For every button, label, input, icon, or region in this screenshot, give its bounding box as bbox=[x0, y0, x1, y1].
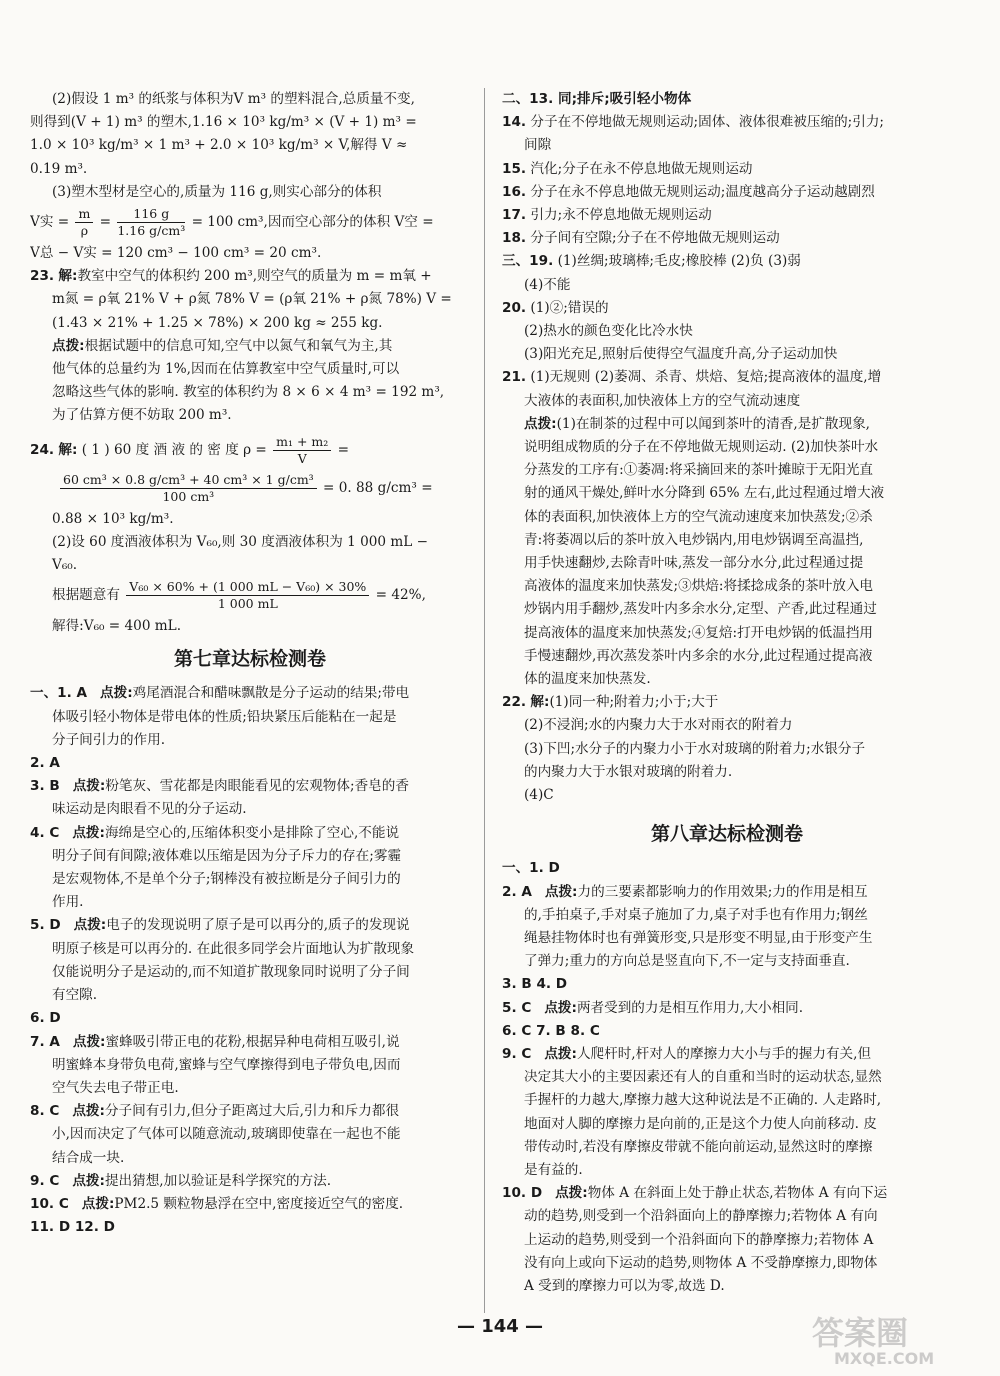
answer-key: 二、13. 同;排斥;吸引轻小物体 bbox=[502, 91, 692, 107]
answer-key: 15. bbox=[502, 160, 527, 177]
formula-part: = 100 cm³,因而空心部分的体积 V空 = bbox=[191, 214, 434, 231]
formula-line bbox=[30, 470, 470, 508]
text-line: 明原子核是可以再分的. 在此很多同学会片面地认为扩散现象 bbox=[52, 940, 415, 957]
answer-item bbox=[30, 1193, 470, 1216]
text-span: 引力;永不停息地做无规则运动 bbox=[530, 207, 712, 224]
text-line: 绳悬挂物体时也有弹簧形变,只是形变不明显,由于形变产生 bbox=[524, 929, 873, 946]
answer-key: 2. A bbox=[30, 755, 60, 772]
answer-key: 一、1. D bbox=[502, 860, 560, 877]
text-span: (1)在制茶的过程中可以闻到茶叶的清香,是扩散现象, bbox=[556, 415, 870, 432]
fraction-numerator: 116 g bbox=[117, 206, 185, 223]
text-span: 蜜蜂吸引带正电的花粉,根据异种电荷相互吸引,说 bbox=[105, 1033, 400, 1050]
text-span: 分子在不停地做无规则运动;固体、液体很难被压缩的;引力; bbox=[530, 114, 885, 131]
text-line: (2)不浸润;水的内聚力大于水对雨衣的附着力 bbox=[524, 717, 793, 734]
chapter-7-title: 第七章达标检测卷 bbox=[173, 648, 326, 671]
watermark-main: 答案圈 bbox=[812, 1314, 909, 1352]
answer-item bbox=[30, 1031, 470, 1054]
solution-label: 解: bbox=[58, 441, 78, 458]
fraction-denominator: 100 cm³ bbox=[162, 488, 215, 504]
answer-item bbox=[502, 181, 952, 204]
answer-key: 6. D bbox=[30, 1010, 61, 1027]
text-line: 没有向上或向下运动的趋势,则物体 A 不受静摩擦力,即物体 bbox=[524, 1254, 878, 1271]
text-span: 提出猜想,加以验证是科学探究的方法. bbox=[104, 1172, 332, 1189]
text-span: 根据题意有 bbox=[52, 587, 120, 604]
answer-item bbox=[502, 1182, 952, 1205]
watermark-logo bbox=[806, 1308, 986, 1370]
answer-item bbox=[30, 822, 470, 845]
answer-key: 7. A bbox=[30, 1033, 60, 1050]
answer-item bbox=[30, 775, 470, 798]
answer-key: 9. C bbox=[502, 1045, 532, 1062]
formula-part: V实 = bbox=[30, 214, 70, 231]
text-line: 分子间引力的作用. bbox=[52, 731, 166, 748]
text-line: (2)假设 1 m³ 的纸浆与体积为V m³ 的塑料混合,总质量不变, bbox=[52, 91, 415, 107]
answer-key: 22. bbox=[502, 694, 527, 711]
text-line: 是有益的. bbox=[524, 1161, 583, 1178]
text-line: 带传动时,若没有摩擦皮带就不能向前运动,显然这时的摩擦 bbox=[524, 1138, 873, 1155]
answer-key: 5. D bbox=[30, 917, 61, 934]
text-line: 0.88 × 10³ kg/m³. bbox=[52, 510, 174, 527]
page-number: — 144 — bbox=[456, 1316, 544, 1337]
text-span: = 42%, bbox=[375, 587, 426, 604]
answer-key: 三、19. bbox=[502, 253, 554, 270]
answer-item bbox=[502, 297, 952, 320]
text-span: 电子的发现说明了原子是可以再分的,质子的发现说 bbox=[106, 917, 410, 934]
text-line: V总 − V实 = 120 cm³ − 100 cm³ = 20 cm³. bbox=[30, 245, 322, 262]
text-line: 体的温度来加快蒸发. bbox=[524, 671, 651, 688]
text-span: (1)丝绸;玻璃棒;毛皮;橡胶棒 (2)负 (3)弱 bbox=[557, 253, 801, 270]
fraction-denominator: 1 000 mL bbox=[217, 596, 278, 612]
fraction-numerator: m bbox=[75, 206, 93, 223]
answer-item bbox=[502, 227, 952, 250]
formula-part: = bbox=[99, 214, 112, 231]
fraction-denominator: V bbox=[297, 450, 307, 466]
text-line: (4)C bbox=[524, 787, 554, 804]
answer-key: 10. C bbox=[30, 1195, 69, 1212]
text-span: 汽化;分子在永不停息地做无规则运动 bbox=[530, 160, 753, 177]
answer-item bbox=[502, 691, 952, 714]
answer-key: 3. B bbox=[30, 778, 60, 795]
tip-label: 点拨: bbox=[72, 778, 106, 795]
text-line: 仅能说明分子是运动的,而不知道扩散现象同时说明了分子间 bbox=[52, 963, 410, 980]
text-line bbox=[502, 413, 952, 436]
text-line: (2)热水的颜色变化比冷水快 bbox=[524, 323, 693, 340]
text-span: 鸡尾酒混合和醋味飘散是分子运动的结果;带电 bbox=[132, 685, 410, 702]
tip-label: 点拨: bbox=[72, 824, 105, 841]
watermark-url: MXQE.COM bbox=[834, 1349, 935, 1368]
text-span: 物体 A 在斜面上处于静止状态,若物体 A 有向下运 bbox=[587, 1185, 888, 1202]
text-line: 动的趋势,则受到一个沿斜面向上的静摩擦力;若物体 A 有向 bbox=[524, 1208, 878, 1225]
text-span: (1)无规则 (2)萎凋、杀青、烘焙、复焙;提高液体的温度,增 bbox=[530, 369, 882, 386]
right-column bbox=[502, 88, 952, 1298]
tip-label: 点拨: bbox=[544, 1045, 577, 1062]
text-line: 地面对人脚的摩擦力是向前的,正是这个力使人向前移动. 皮 bbox=[524, 1115, 877, 1132]
text-line: 射的通风干燥处,鲜叶水分降到 65% 左右,此过程通过增大液 bbox=[524, 485, 885, 502]
fraction-numerator: m₁ + m₂ bbox=[273, 434, 331, 451]
answer-key: 11. D 12. D bbox=[30, 1219, 115, 1236]
fraction bbox=[126, 579, 369, 612]
solution-label: 解: bbox=[58, 268, 78, 285]
text-span: 两者受到的力是相互作用力,大小相同. bbox=[576, 999, 804, 1016]
text-line: 体的表面积,加快液体上方的空气流动速度来加快蒸发;②杀 bbox=[524, 508, 873, 525]
text-line: 青:将萎凋以后的茶叶放入电炒锅内,用电炒锅调至高温挡, bbox=[524, 531, 864, 548]
text-line: 了弹力;重力的方向总是竖直向下,不一定与支持面垂直. bbox=[524, 953, 850, 970]
text-line: (1.43 × 21% + 1.25 × 78%) × 200 kg ≈ 255 kg. bbox=[52, 314, 383, 331]
fraction-denominator: 1.16 g/cm³ bbox=[117, 223, 186, 239]
fraction bbox=[117, 206, 185, 239]
chapter-8-title: 第八章达标检测卷 bbox=[650, 823, 803, 846]
answer-key: 21. bbox=[502, 369, 527, 386]
formula-line bbox=[30, 577, 470, 615]
fraction bbox=[75, 206, 93, 239]
tip-label: 点拨: bbox=[72, 1103, 105, 1120]
text-span: 根据试题中的信息可知,空气中以氮气和氧气为主,其 bbox=[84, 337, 393, 354]
answer-key: 17. bbox=[502, 207, 527, 224]
answer-key: 10. D bbox=[502, 1185, 543, 1202]
text-line: 忽略这些气体的影响. 教室的体积约为 8 × 6 × 4 m³ = 192 m³, bbox=[52, 384, 445, 401]
text-line: 的内聚力大于水银对玻璃的附着力. bbox=[524, 763, 733, 780]
answer-key: 20. bbox=[502, 299, 527, 316]
text-span: 粉笔灰、雪花都是肉眼能看见的宏观物体;香皂的香 bbox=[105, 778, 409, 795]
text-span: 分子间有引力,但分子距离过大后,引力和斥力都很 bbox=[104, 1103, 400, 1120]
text-line: 结合成一块. bbox=[52, 1149, 125, 1166]
text-line: 炒锅内用手翻炒,蒸发叶内多余水分,定型、产香,此过程通过 bbox=[524, 601, 877, 618]
text-line: 解得:V₆₀ = 400 mL. bbox=[52, 618, 182, 635]
answer-key: 9. C bbox=[30, 1172, 60, 1189]
text-line: 的,手拍桌子,手对桌子施加了力,桌子对手也有作用力;钢丝 bbox=[524, 906, 868, 923]
text-line bbox=[30, 335, 470, 358]
text-line: A 受到的摩擦力可以为零,故选 D. bbox=[524, 1277, 725, 1294]
text-line: m氮 = ρ氧 21% V + ρ氮 78% V = (ρ氧 21% + ρ氮 78%) V = bbox=[52, 291, 452, 308]
text-line: 他气体的总量约为 1%,因而在估算教室中空气质量时,可以 bbox=[52, 361, 400, 378]
answer-key: 6. C 7. B 8. C bbox=[502, 1022, 600, 1039]
text-line: 体吸引轻小物体是带电体的性质;铅块紧压后能粘在一起是 bbox=[52, 708, 397, 725]
text-line: (4)不能 bbox=[524, 276, 571, 293]
answer-key: 2. A bbox=[502, 883, 532, 900]
answer-key: 14. bbox=[502, 114, 527, 131]
answer-item bbox=[502, 111, 952, 134]
answer-item bbox=[502, 250, 952, 273]
tip-label: 点拨: bbox=[555, 1185, 588, 1202]
question-24 bbox=[30, 432, 470, 470]
text-line: 上运动的趋势,则受到一个沿斜面向下的静摩擦力;若物体 A bbox=[524, 1231, 874, 1248]
tip-label: 点拨: bbox=[72, 1033, 106, 1050]
text-line: 手握杆的力越大,摩擦力越大这种说法是不正确的. 人走路时, bbox=[524, 1092, 882, 1109]
text-span: 教室中空气的体积约 200 m³,则空气的质量为 m = m氧 + bbox=[77, 268, 432, 285]
fraction bbox=[273, 434, 331, 467]
text-span: (1)②;错误的 bbox=[530, 299, 609, 316]
tip-label: 点拨: bbox=[544, 999, 577, 1016]
question-number: 23. bbox=[30, 268, 55, 285]
text-line: 0.19 m³. bbox=[30, 160, 88, 177]
answer-key: 4. C bbox=[30, 824, 60, 841]
answer-item bbox=[502, 997, 952, 1020]
answer-key: 5. C bbox=[502, 999, 532, 1016]
formula-line bbox=[30, 204, 470, 242]
text-span: = bbox=[337, 441, 350, 458]
column-divider bbox=[484, 88, 485, 1313]
answer-item bbox=[30, 682, 470, 705]
text-line: 用手快速翻炒,去除青叶味,蒸发一部分水分,此过程通过提 bbox=[524, 555, 864, 572]
text-line: 有空隙. bbox=[52, 987, 98, 1004]
solution-label: 解: bbox=[530, 694, 550, 711]
text-line: 则得到(V + 1) m³ 的塑木,1.16 × 10³ kg/m³ × (V + 1) m³ = bbox=[30, 114, 417, 131]
text-line: 味运动是肉眼看不见的分子运动. bbox=[52, 801, 247, 818]
tip-label: 点拨: bbox=[544, 883, 578, 900]
answer-key: 3. B 4. D bbox=[502, 976, 568, 993]
answer-key: 8. C bbox=[30, 1103, 60, 1120]
text-line: 小,因而决定了气体可以随意流动,玻璃即使靠在一起也不能 bbox=[52, 1126, 401, 1143]
answer-item bbox=[502, 204, 952, 227]
text-line: 分蒸发的工序有:①萎凋:将采摘回来的茶叶摊晾于无阳光直 bbox=[524, 462, 874, 479]
fraction bbox=[60, 472, 317, 505]
answer-item bbox=[30, 914, 470, 937]
text-line: 说明组成物质的分子在不停地做无规则运动. (2)加快茶叶水 bbox=[524, 439, 879, 456]
text-line: 为了估算方便不妨取 200 m³. bbox=[52, 407, 232, 424]
text-line: 明蜜蜂本身带负电荷,蜜蜂与空气摩擦得到电子带负电,因而 bbox=[52, 1056, 401, 1073]
answer-key: 16. bbox=[502, 183, 527, 200]
answer-key: 一、1. A bbox=[30, 685, 88, 702]
text-line: (3)塑木型材是空心的,质量为 116 g,则实心部分的体积 bbox=[52, 183, 382, 200]
text-span: (1)同一种;附着力;小于;大于 bbox=[549, 694, 719, 711]
answer-item bbox=[502, 366, 952, 389]
tip-label: 点拨: bbox=[72, 1172, 105, 1189]
tip-label: 点拨: bbox=[100, 685, 133, 702]
answer-item bbox=[502, 881, 952, 904]
text-span: 力的三要素都影响力的作用效果;力的作用是相互 bbox=[577, 883, 868, 900]
tip-label: 点拨: bbox=[73, 917, 107, 934]
fraction-denominator: ρ bbox=[80, 223, 89, 239]
text-span: ( 1 ) 60 度 酒 液 的 密 度 ρ = bbox=[81, 441, 267, 458]
question-23 bbox=[30, 265, 470, 288]
text-span: PM2.5 颗粒物悬浮在空中,密度接近空气的密度. bbox=[114, 1195, 404, 1212]
text-line: (3)下凹;水分子的内聚力小于水对玻璃的附着力;水银分子 bbox=[524, 740, 866, 757]
tip-label: 点拨: bbox=[524, 415, 557, 432]
text-line: 是宏观物体,不是单个分子;钢棒没有被拉断是分子间引力的 bbox=[52, 871, 401, 888]
text-span: = 0. 88 g/cm³ = bbox=[323, 479, 433, 496]
answer-item bbox=[30, 1100, 470, 1123]
text-span: 海绵是空心的,压缩体积变小是排除了空心,不能说 bbox=[104, 824, 400, 841]
text-line: 高液体的温度来加快蒸发;③烘焙:将揉捻成条的茶叶放入电 bbox=[524, 578, 874, 595]
text-line: 作用. bbox=[52, 894, 84, 911]
text-line: 手慢速翻炒,再次蒸发茶叶内多余的水分,此过程通过提高液 bbox=[524, 647, 873, 664]
answer-item bbox=[502, 1043, 952, 1066]
answer-key: 18. bbox=[502, 230, 527, 247]
text-line: 间隙 bbox=[524, 137, 552, 154]
tip-label: 点拨: bbox=[81, 1195, 115, 1212]
text-line: 决定其大小的主要因素还有人的自重和当时的运动状态,显然 bbox=[524, 1069, 882, 1086]
text-span: 分子在永不停息地做无规则运动;温度越高分子运动越剧烈 bbox=[530, 183, 875, 200]
text-line: 大液体的表面积,加快液体上方的空气流动速度 bbox=[524, 392, 801, 409]
text-line: 1.0 × 10³ kg/m³ × 1 m³ + 2.0 × 10³ kg/m³ × V,解得 V ≈ bbox=[30, 137, 408, 154]
fraction-numerator: V₆₀ × 60% + (1 000 mL − V₆₀) × 30% bbox=[126, 579, 369, 596]
answer-item bbox=[502, 158, 952, 181]
fraction-numerator: 60 cm³ × 0.8 g/cm³ + 40 cm³ × 1 g/cm³ bbox=[60, 472, 317, 489]
text-line: (2)设 60 度酒液体积为 V₆₀,则 30 度酒液体积为 1 000 mL − bbox=[52, 533, 428, 550]
text-span: 人爬杆时,杆对人的摩擦力大小与手的握力有关,但 bbox=[576, 1045, 872, 1062]
question-number: 24. bbox=[30, 441, 55, 458]
answer-item bbox=[30, 1170, 470, 1193]
left-column bbox=[30, 88, 470, 1239]
text-line: V₆₀. bbox=[52, 557, 78, 574]
text-line: 提高液体的温度来加快蒸发;④复焙:打开电炒锅的低温挡用 bbox=[524, 624, 874, 641]
text-line: 空气失去电子带正电. bbox=[52, 1079, 179, 1096]
text-span: 分子间有空隙;分子在不停地做无规则运动 bbox=[530, 230, 780, 247]
tip-label: 点拨: bbox=[52, 337, 85, 354]
text-line: (3)阳光充足,照射后使得空气温度升高,分子运动加快 bbox=[524, 346, 838, 363]
text-line: 明分子间有间隙;液体难以压缩是因为分子斥力的存在;雾霾 bbox=[52, 847, 402, 864]
